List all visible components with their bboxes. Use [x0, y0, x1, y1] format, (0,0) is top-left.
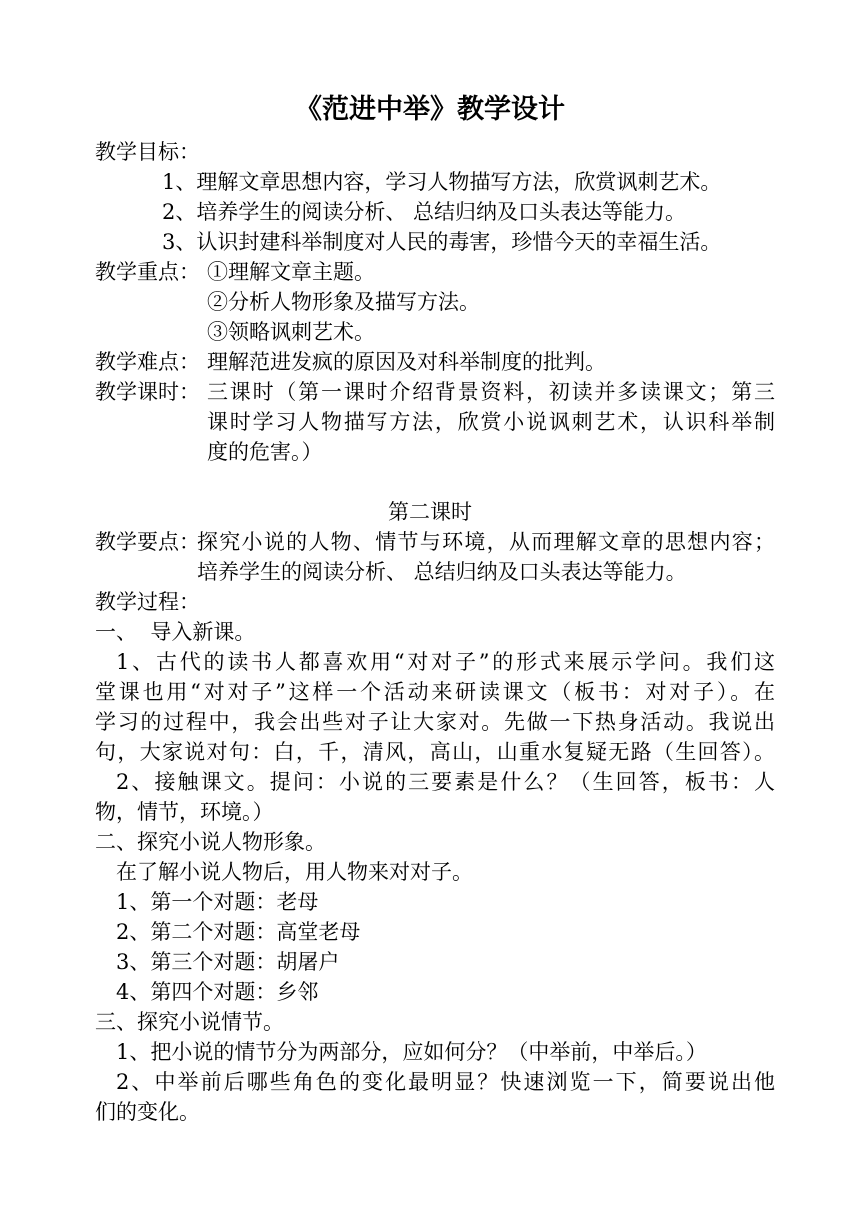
focus-line: 培养学生的阅读分析、 总结归纳及口头表达等能力。 [197, 560, 687, 584]
section-title: 三、探究小说情节。 [95, 1010, 284, 1034]
list-item: 2、第二个对题：高堂老母 [116, 920, 361, 944]
periods-label: 教学课时： [95, 380, 200, 404]
section-title: 二、探究小说人物形象。 [95, 830, 326, 854]
focus-line: 探究小说的人物、情节与环境，从而理解文章的思想内容； [197, 530, 775, 554]
difficulty-text: 理解范进发疯的原因及对科举制度的批判。 [207, 350, 606, 374]
periods-line: 三课时（第一课时介绍背景资料，初读并多读课文；第三 [207, 380, 775, 404]
list-item: 4、第四个对题：乡邻 [116, 980, 319, 1004]
process-label: 教学过程： [95, 590, 200, 614]
paragraph-line: 2、中举前后哪些角色的变化最明显？快速浏览一下，简要说出他 [116, 1070, 775, 1094]
focus-label: 教学要点： [95, 530, 200, 554]
paragraph-line: 堂课也用“对对子”这样一个活动来研读课文（板书：对对子）。在 [95, 680, 775, 704]
paragraph-line: 们的变化。 [95, 1100, 200, 1124]
paragraph-line: 学习的过程中，我会出些对子让大家对。先做一下热身活动。我说出 [95, 710, 775, 734]
paragraph-line: 1、古代的读书人都喜欢用“对对子”的形式来展示学问。我们这 [116, 650, 775, 674]
paragraph-line: 句，大家说对句：白，千，清风，高山，山重水复疑无路（生回答）。 [95, 740, 775, 764]
lesson-heading: 第二课时 [388, 500, 472, 524]
section-title: 一、 导入新课。 [95, 620, 256, 644]
key-points-label: 教学重点： [95, 260, 200, 284]
paragraph-line: 在了解小说人物后，用人物来对对子。 [116, 860, 473, 884]
key-point-item: ①理解文章主题。 [207, 260, 375, 284]
list-item: 3、第三个对题：胡屠户 [116, 950, 340, 974]
key-point-item: ③领略讽刺艺术。 [207, 320, 375, 344]
paragraph-line: 2、接触课文。提问：小说的三要素是什么？（生回答，板书：人 [116, 770, 775, 794]
objective-item: 2、培养学生的阅读分析、 总结归纳及口头表达等能力。 [162, 200, 687, 224]
periods-line: 课时学习人物描写方法，欣赏小说讽刺艺术，认识科举制 [207, 410, 775, 434]
objectives-label: 教学目标： [95, 140, 200, 164]
objective-item: 3、认识封建科举制度对人民的毒害，珍惜今天的幸福生活。 [162, 230, 722, 254]
paragraph-line: 物，情节，环境。） [95, 800, 274, 824]
key-point-item: ②分析人物形象及描写方法。 [207, 290, 480, 314]
difficulty-label: 教学难点： [95, 350, 200, 374]
document-title: 《范进中举》教学设计 [295, 94, 565, 125]
objective-item: 1、理解文章思想内容，学习人物描写方法，欣赏讽刺艺术。 [162, 170, 722, 194]
periods-line: 度的危害。） [207, 440, 323, 464]
list-item: 1、第一个对题：老母 [116, 890, 319, 914]
paragraph-line: 1、把小说的情节分为两部分，应如何分？（中举前，中举后。） [116, 1040, 707, 1064]
